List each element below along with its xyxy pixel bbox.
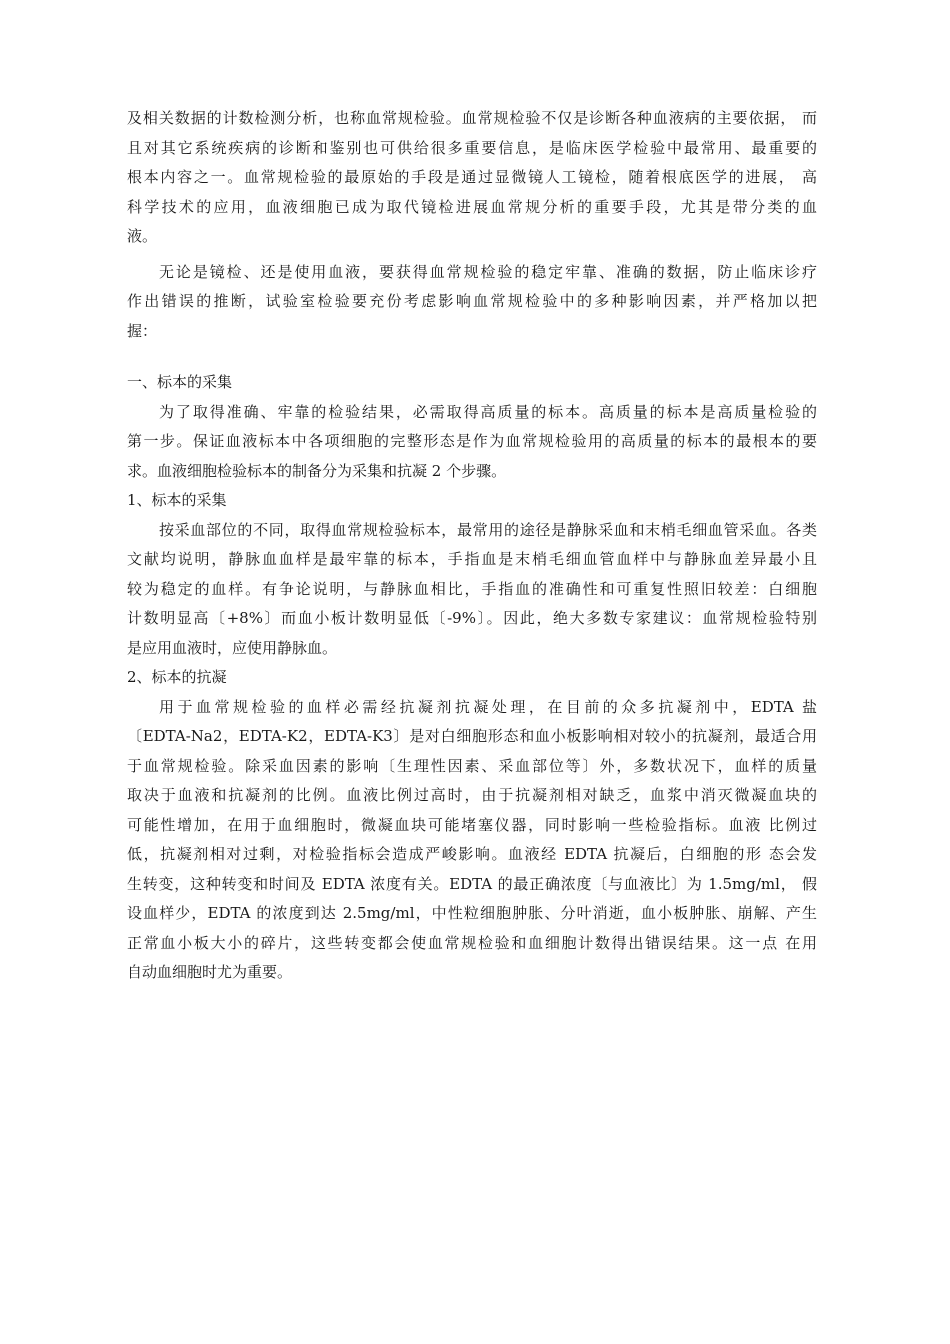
text-line: 为了取得准确、牢靠的检验结果，必需取得高质量的标本。高质量的标本是高质量检验的 <box>159 402 817 421</box>
text-line: 按采血部位的不同，取得血常规检验标本，最常用的途径是静脉采血和末梢毛细血管采血。各类 <box>159 520 817 539</box>
document-page <box>127 104 817 988</box>
text-line: 正常血小板大小的碎片，这些转变都会使血常规检验和血细胞计数得出错误结果。这一点 在用 <box>127 933 817 952</box>
text-line: 液。 <box>127 227 158 245</box>
text-line: 及相关数据的计数检测分析，也称血常规检验。血常规检验不仅是诊断各种血液病的主要依据， 而 <box>127 109 817 127</box>
section-1-paragraph <box>127 398 817 487</box>
text-line: 〔EDTA-Na2，EDTA-K2，EDTA-K3〕是对白细胞形态和血小板影响相对较小的抗凝剂，最适合用 <box>127 727 817 745</box>
text-line: 作出错误的推断，试验室检验要充份考虑影响血常规检验中的多种影响因素，并严格加以把 <box>127 292 817 310</box>
text-line: 较为稳定的血样。有争论说明，与静脉血相比，手指血的准确性和可重复性照旧较差：白细胞 <box>127 579 817 598</box>
subsection-heading: 2、标本的抗凝 <box>127 668 227 686</box>
text-line: 科学技术的应用，血液细胞已成为取代镜检进展血常规分析的重要手段，尤其是带分类的血 <box>127 197 817 216</box>
text-line: 用于血常规检验的血样必需经抗凝剂抗凝处理，在目前的众多抗凝剂中，EDTA 盐 <box>159 697 817 716</box>
text-line: 握： <box>127 321 158 340</box>
text-line: 无论是镜检、还是使用血液，要获得血常规检验的稳定牢靠、准确的数据，防止临床诊疗 <box>159 262 817 281</box>
subsection-2-paragraph <box>127 693 817 988</box>
text-line: 根本内容之一。血常规检验的最原始的手段是通过显微镜人工镜检，随着根底医学的进展， 高 <box>127 168 817 186</box>
text-line: 设血样少，EDTA 的浓度到达 2.5mg/ml，中性粒细胞肿胀、分叶消逝，血小板肿胀、崩解、产生 <box>127 904 817 922</box>
text-line: 取决于血液和抗凝剂的比例。血液比例过高时，由于抗凝剂相对缺乏，血浆中消灭微凝血块的 <box>127 786 817 804</box>
text-line: 文献均说明，静脉血血样是最牢靠的标本，手指血是末梢毛细血管血样中与静脉血差异最小且 <box>127 550 817 568</box>
text-line: 且对其它系统疾病的诊断和鉴别也可供给很多重要信息，是临床医学检验中最常用、最重要的 <box>127 138 817 157</box>
text-line: 生转变，这种转变和时间及 EDTA 浓度有关。EDTA 的最正确浓度〔与血液比〕为 1.5mg/ml， 假 <box>127 874 817 893</box>
subsection-heading: 1、标本的采集 <box>127 491 227 509</box>
text-line: 是应用血液时，应使用静脉血。 <box>127 638 338 657</box>
text-line: 第一步。保证血液标本中各项细胞的完整形态是作为血常规检验用的高质量的标本的最根本的要 <box>127 432 817 450</box>
text-line: 可能性增加，在用于血细胞时，微凝血块可能堵塞仪器，同时影响一些检验指标。血液 比例过 <box>127 815 817 834</box>
text-line: 低，抗凝剂相对过剩，对检验指标会造成严峻影响。血液经 EDTA 抗凝后，白细胞的形 态会发 <box>127 845 817 863</box>
section-heading: 一、标本的采集 <box>127 373 233 391</box>
text-line: 计数明显高〔+8%〕而血小板计数明显低〔-9%〕。因此，绝大多数专家建议：血常规检验特别 <box>127 609 817 627</box>
paragraph-2 <box>127 258 817 347</box>
subsection-1-paragraph <box>127 516 817 664</box>
text-line: 于血常规检验。除采血因素的影响〔生理性因素、采血部位等〕外，多数状况下，血样的质量 <box>127 756 817 775</box>
intro-paragraph <box>127 104 817 252</box>
text-line: 自动血细胞时尤为重要。 <box>127 963 293 981</box>
text-line: 求。血液细胞检验标本的制备分为采集和抗凝 2 个步骤。 <box>127 461 507 480</box>
